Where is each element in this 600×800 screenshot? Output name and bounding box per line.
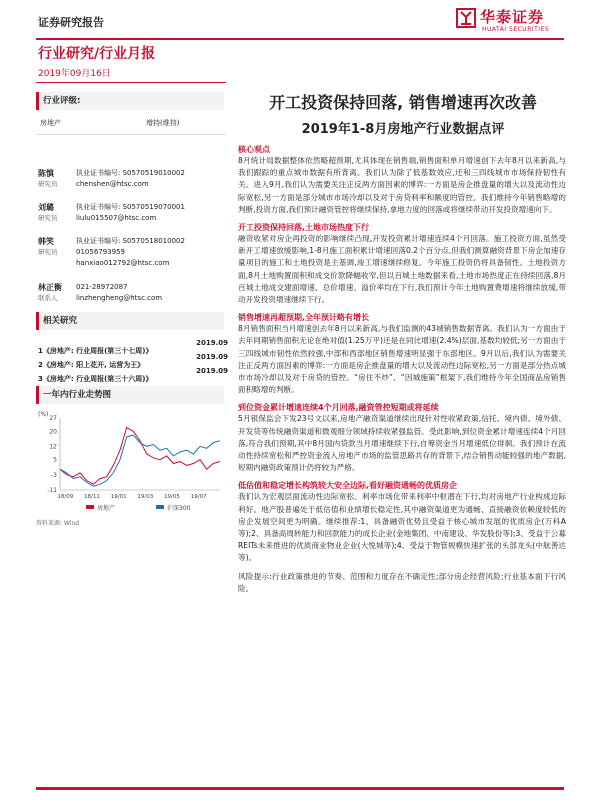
- analyst-name: 林正衡: [38, 283, 62, 292]
- chart-legend-swatch: [156, 505, 164, 509]
- section-heading: 核心观点: [238, 145, 270, 154]
- analyst-phone: 021-28972087: [76, 283, 128, 291]
- chart-ytick-label: 27: [49, 415, 57, 422]
- chart-ytick-label: -11: [47, 487, 57, 494]
- section-body: 8月统计局数据整体依然略超预期,尤其体现在销售端,销售面积单月增速创下去年8月以来新高,与我们跟踪的重点城市数据有所背离。我们认为除了低基数效应,还和三四线城市市场保持韧性有关。进入9月,我们认为需要关注正反两方面因素的博弈:一方面是房企推盘量的增大以及流动性边际宽松,另一方面是部分城市市场冷却以及对于房贷利率和额度的管控。我们维持今年销售略增的判断,投资方面,我们预计融资管控将继续保持,拿地力度的回落或将继续带动开发投资增速向下。: [238, 156, 566, 214]
- chart-series-line: [60, 428, 220, 485]
- chart-source: 资料来源: Wind: [36, 520, 80, 527]
- analyst-email[interactable]: chenshen@htsc.com: [76, 180, 149, 188]
- industry-trend-chart: [36, 410, 226, 515]
- brand-name-en: HUATAI SECURITIES: [482, 26, 550, 33]
- related-section-title: 相关研究: [36, 312, 224, 330]
- report-category: 行业研究/行业月报: [38, 46, 156, 62]
- analyst-phone: 01056793959: [76, 248, 125, 256]
- analyst-role: 研究员: [38, 214, 58, 222]
- chart-ytick-label: 5: [53, 456, 57, 464]
- analyst-item: [38, 282, 228, 312]
- chart-xtick-label: 18/09: [57, 494, 74, 500]
- section-heading: 销售增速再超预期,全年预计略有增长: [238, 313, 370, 323]
- analyst-name: 韩笑: [38, 237, 54, 246]
- analyst-role: 研究员: [38, 180, 58, 188]
- analyst-email[interactable]: linzhengheng@htsc.com: [76, 294, 163, 302]
- analyst-email[interactable]: liulu015507@htsc.com: [76, 214, 157, 222]
- rating-divider: [36, 134, 226, 135]
- page-subtitle: 2019年1-8月房地产行业数据点评: [301, 122, 505, 137]
- rating-sector: 房地产: [40, 119, 61, 127]
- analyst-license: 执业证书编号: S0570519010002: [76, 169, 185, 177]
- section-heading: 开工投资保持回落,土地市场热度下行: [238, 223, 370, 233]
- risk-warning: 风险提示:行业政策推进的节奏、范围和力度存在不确定性;部分房企经营风险;行业基本面下行风险。: [238, 571, 566, 593]
- chart-ylabel: (%): [38, 411, 49, 418]
- related-item[interactable]: [38, 352, 228, 369]
- chart-series-line: [60, 435, 220, 486]
- section-body: 我们认为宏观层面流动性边际宽松、利率市场化带来利率中枢潜在下行,均对房地产行业构成边际利好。地产股普遍处于低估值和业绩增长稳定性,其中融资渠道更为通畅、直接融资依赖度较低的房企发展空间更为明确。继续推荐:1、具备融资优势且受益于核心城市发展的优质房企(万科A等);2、具备高周转能力和回款能力的成长企业(金地集团、中南建设、华发股份等);3、受益于公募REITs未来推进的优质商业物业企业(大悦城等);4、受益于物管规模快速扩张的头部龙头(中航善达等)。: [238, 492, 566, 563]
- analyst-block: [38, 168, 228, 312]
- related-title: 2《房地产: 阳上花开, 运营为王》: [38, 361, 145, 369]
- related-title: 1《房地产: 行业周报(第三十七周)》: [38, 347, 153, 355]
- chart-ytick-label: -3: [51, 471, 57, 479]
- analyst-item: [38, 236, 228, 282]
- analyst-name: 刘璐: [38, 203, 54, 212]
- chart-legend-swatch: [86, 505, 94, 509]
- report-date: 2019年09月16日: [38, 69, 111, 79]
- chart-legend-label: 沪深300: [167, 505, 191, 512]
- analyst-item: [38, 202, 228, 236]
- sidebar-divider: [36, 82, 226, 83]
- analyst-license: 执业证书编号: S0570518010002: [76, 237, 185, 245]
- analyst-license: 执业证书编号: S0570519070001: [76, 203, 185, 211]
- main-body: [238, 144, 566, 595]
- related-item[interactable]: [38, 366, 228, 383]
- section-body: 8月销售面积当月增速创去年8月以来新高,与我们监测的43城销售数据背离。我们认为一方面由于去年同期销售面积无论在绝对值(1.25万平)还是在同比增速(2.4%)层面,基数均较低;另一方面由于三四线城市韧性依然较强,中部和西部地区销售增速明显强于东部地区。9月以后,我们认为需要关注正反两方面因素的博弈:一方面是房企推盘量的增大以及流动性边际宽松,另一方面是部分热点城市市场冷却以及对于房贷的管控。“房住不炒”、“因城施策”框架下,我们维持今年全国商品房销售面积略增的判断。: [238, 324, 566, 395]
- analyst-email[interactable]: hanxiao012792@htsc.com: [76, 259, 170, 267]
- analyst-name: 陈慎: [38, 169, 54, 178]
- footer-divider: [36, 787, 564, 790]
- analyst-role: 研究员: [38, 248, 58, 256]
- chart-xtick-label: 18/11: [84, 494, 100, 500]
- related-title: 3《房地产: 行业周报(第三十六周)》: [38, 375, 153, 383]
- page-title: 开工投资保持回落, 销售增速再次改善: [269, 93, 537, 112]
- chart-ytick-label: 20: [49, 428, 57, 436]
- analyst-item: [38, 168, 228, 202]
- related-item[interactable]: [38, 338, 228, 355]
- analyst-role: 联系人: [38, 294, 58, 302]
- brand-name-cn: 华泰证券: [480, 8, 545, 26]
- header-divider: [36, 38, 564, 40]
- report-type: 证券研究报告: [38, 16, 104, 29]
- related-list: [38, 338, 228, 383]
- section-body: 5月银保监会下发23号文以来,房地产融资渠道继续出现针对性收紧政策,信托、境内债、境外债、开发贷等传统融资渠道和微观细分领域持续收紧强监管。受此影响,到位资金累计增速连续4个月回落,符合我们预期,其中8月国内贷款当月增速继续下行,自筹资金当月增速低位徘徊。我们预计在流动性持续宽松和严控资金流入房地产市场的监管思路共存的背景下,结合销售动能较强的地产数据,短期内融资政策预计仍将较为严格。: [238, 414, 566, 473]
- chart-xtick-label: 19/07: [190, 494, 207, 500]
- rating-value: 增持(维持): [146, 119, 180, 127]
- section-heading: 低估值和稳定增长构筑较大安全边际,看好融资通畅的优质房企: [238, 481, 458, 491]
- chart-legend-label: 房地产: [97, 505, 116, 512]
- related-date: 2019.09: [196, 367, 228, 375]
- section-body: 融资收紧对房企再投资的影响继续凸现,开发投资累计增速连续4个月回落。施工投资方面,虽然受新开工增速放缓影响,1-8月施工面积累计增速回落0.2个百分点,但我们测算融资背景下房企加速存量项目的施工和土地投资是主基调,竣工增速继续修复。今年施工投资仍将具备韧性。土地投资方面,8月土地购置面积和成交价款降幅收窄,但以百城土地数据来看,土地市场热度正在持续回落,8月百城土地成交建面增速、总价增速、溢价率均在下行,我们预计今年土地购置费增速将继续放缓,带动开发投资增速继续下行。: [238, 234, 566, 305]
- chart-ytick-label: 12: [49, 443, 57, 451]
- related-date: 2019.09: [196, 339, 228, 347]
- rating-section-title: 行业评级:: [36, 92, 224, 110]
- huatai-logo-icon: [456, 8, 476, 28]
- related-date: 2019.09: [196, 353, 228, 361]
- section-heading: 到位资金累计增速连续4个月回落,融资管控短期或将延续: [238, 403, 439, 413]
- chart-xtick-label: 19/01: [110, 494, 127, 500]
- chart-xtick-label: 19/03: [137, 494, 154, 500]
- chart-xtick-label: 19/05: [164, 494, 180, 500]
- chart-section-title: 一年内行业走势图: [36, 386, 224, 404]
